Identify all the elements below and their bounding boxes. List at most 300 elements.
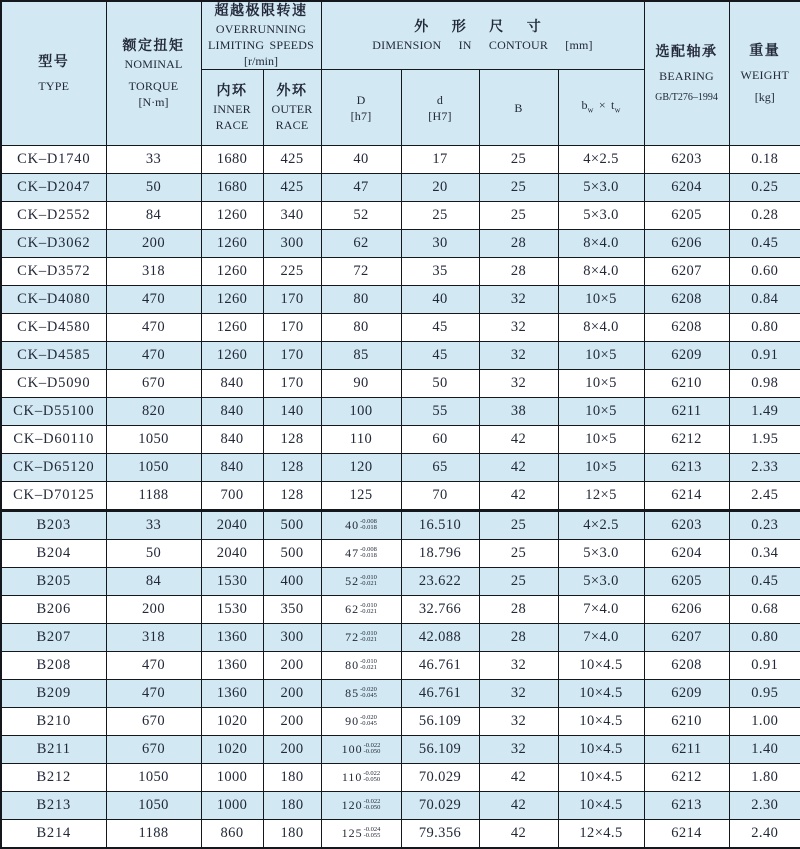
table-row — [1, 174, 800, 202]
cell-dim-B: 42 — [479, 482, 558, 511]
header-col-D-tolerance: [h7] — [350, 108, 372, 123]
header-col-B — [479, 70, 558, 146]
cell-dim-B: 25 — [479, 568, 558, 596]
cell-type: CK–D4080 — [1, 286, 106, 314]
cell-weight: 0.95 — [729, 680, 800, 708]
cell-dim-D: 80 — [321, 286, 401, 314]
cell-dim-B: 32 — [479, 370, 558, 398]
dim-D-value: 62 — [345, 602, 360, 616]
dim-D-tolerance: -0.010 -0.021 — [360, 629, 377, 644]
cell-nominal-torque: 50 — [106, 174, 201, 202]
cell-inner-race-speed: 1260 — [201, 286, 263, 314]
cell-dim-d: 55 — [401, 398, 479, 426]
header-dimension-group — [321, 1, 644, 70]
cell-bearing-no: 6207 — [644, 258, 729, 286]
cell-dim-B: 32 — [479, 342, 558, 370]
header-type-en: TYPE — [38, 79, 70, 93]
header-bearing-standard: GB/T276–1994 — [655, 91, 718, 103]
cell-inner-race-speed: 1360 — [201, 652, 263, 680]
cell-dim-d: 40 — [401, 286, 479, 314]
cell-inner-race-speed: 1260 — [201, 202, 263, 230]
cell-type: CK–D70125 — [1, 482, 106, 511]
table-row — [1, 342, 800, 370]
cell-nominal-torque: 470 — [106, 286, 201, 314]
keyway-times-sign: × — [598, 98, 606, 113]
header-col-d — [401, 70, 479, 146]
table-row — [1, 708, 800, 736]
cell-nominal-torque: 84 — [106, 202, 201, 230]
cell-bearing-no: 6214 — [644, 820, 729, 849]
cell-inner-race-speed: 1530 — [201, 596, 263, 624]
cell-weight: 0.80 — [729, 624, 800, 652]
cell-dim-d: 70.029 — [401, 764, 479, 792]
cell-weight: 1.80 — [729, 764, 800, 792]
table-row — [1, 511, 800, 540]
header-weight-en: WEIGHT — [740, 68, 790, 82]
cell-type: B213 — [1, 792, 106, 820]
table-header — [1, 1, 800, 146]
cell-outer-race-speed: 180 — [263, 764, 321, 792]
cell-type: B209 — [1, 680, 106, 708]
cell-bearing-no: 6204 — [644, 174, 729, 202]
cell-type: CK–D1740 — [1, 146, 106, 174]
cell-keyway-bxt: 10×5 — [558, 426, 644, 454]
dim-D-value: 40 — [345, 518, 360, 532]
cell-nominal-torque: 1188 — [106, 482, 201, 511]
header-weight — [729, 1, 800, 146]
table-row — [1, 314, 800, 342]
cell-dim-B: 38 — [479, 398, 558, 426]
cell-nominal-torque: 33 — [106, 146, 201, 174]
cell-nominal-torque: 1050 — [106, 454, 201, 482]
header-dimension-unit: [mm] — [565, 38, 593, 52]
cell-dim-d: 23.622 — [401, 568, 479, 596]
cell-type: CK–D3062 — [1, 230, 106, 258]
header-bearing-cn: 选配轴承 — [655, 44, 718, 60]
cell-dim-d: 32.766 — [401, 596, 479, 624]
cell-dim-B: 32 — [479, 286, 558, 314]
header-torque-unit: [N·m] — [138, 95, 169, 109]
cell-nominal-torque: 200 — [106, 230, 201, 258]
header-type-cn: 型号 — [38, 55, 70, 70]
header-speeds-en1: OVERRUNNING — [215, 22, 307, 36]
keyway-t-subscript: w — [614, 105, 621, 115]
cell-type: B207 — [1, 624, 106, 652]
cell-bearing-no: 6206 — [644, 596, 729, 624]
table-row — [1, 596, 800, 624]
dim-D-value: 110 — [341, 770, 363, 784]
cell-dim-B: 28 — [479, 624, 558, 652]
cell-nominal-torque: 670 — [106, 708, 201, 736]
cell-keyway-bxt: 10×4.5 — [558, 680, 644, 708]
cell-dim-D — [321, 792, 401, 820]
cell-nominal-torque: 318 — [106, 624, 201, 652]
cell-bearing-no: 6208 — [644, 286, 729, 314]
cell-dim-D — [321, 511, 401, 540]
cell-inner-race-speed: 1020 — [201, 736, 263, 764]
header-torque — [106, 1, 201, 146]
cell-outer-race-speed: 128 — [263, 454, 321, 482]
cell-weight: 0.84 — [729, 286, 800, 314]
cell-nominal-torque: 820 — [106, 398, 201, 426]
cell-keyway-bxt: 5×3.0 — [558, 202, 644, 230]
cell-type: CK–D3572 — [1, 258, 106, 286]
cell-bearing-no: 6214 — [644, 482, 729, 511]
dim-D-value: 90 — [345, 714, 360, 728]
cell-keyway-bxt: 10×4.5 — [558, 764, 644, 792]
cell-dim-d: 18.796 — [401, 540, 479, 568]
cell-type: CK–D55100 — [1, 398, 106, 426]
cell-weight: 2.30 — [729, 792, 800, 820]
dim-D-value: 52 — [345, 574, 360, 588]
cell-dim-d: 79.356 — [401, 820, 479, 849]
cell-dim-B: 42 — [479, 820, 558, 849]
cell-bearing-no: 6208 — [644, 652, 729, 680]
cell-inner-race-speed: 840 — [201, 454, 263, 482]
header-col-d-tolerance: [H7] — [428, 108, 452, 123]
table-row — [1, 736, 800, 764]
cell-dim-D — [321, 764, 401, 792]
cell-type: B210 — [1, 708, 106, 736]
cell-nominal-torque: 1050 — [106, 792, 201, 820]
cell-outer-race-speed: 425 — [263, 174, 321, 202]
dim-D-tolerance: -0.008 -0.018 — [360, 545, 377, 560]
header-speeds-en2: LIMITING SPEEDS — [208, 38, 314, 52]
cell-inner-race-speed: 1530 — [201, 568, 263, 596]
cell-bearing-no: 6211 — [644, 736, 729, 764]
cell-inner-race-speed: 700 — [201, 482, 263, 511]
table-row — [1, 398, 800, 426]
header-col-D — [321, 70, 401, 146]
cell-nominal-torque: 470 — [106, 652, 201, 680]
cell-weight: 0.25 — [729, 174, 800, 202]
cell-nominal-torque: 670 — [106, 370, 201, 398]
cell-nominal-torque: 1188 — [106, 820, 201, 849]
cell-dim-B: 28 — [479, 230, 558, 258]
cell-weight: 0.68 — [729, 596, 800, 624]
cell-dim-D — [321, 624, 401, 652]
cell-keyway-bxt: 8×4.0 — [558, 230, 644, 258]
cell-weight: 0.18 — [729, 146, 800, 174]
cell-inner-race-speed: 1260 — [201, 258, 263, 286]
dim-D-tolerance: -0.010 -0.021 — [360, 657, 377, 672]
cell-outer-race-speed: 425 — [263, 146, 321, 174]
cell-dim-B: 25 — [479, 174, 558, 202]
dim-D-tolerance: -0.022 -0.050 — [363, 769, 381, 784]
header-dimension-en: DIMENSION IN CONTOUR — [372, 38, 549, 52]
cell-nominal-torque: 470 — [106, 314, 201, 342]
cell-keyway-bxt: 10×4.5 — [558, 708, 644, 736]
cell-bearing-no: 6210 — [644, 370, 729, 398]
cell-bearing-no: 6212 — [644, 426, 729, 454]
table-row — [1, 792, 800, 820]
header-torque-en1: NOMINAL — [124, 57, 183, 71]
cell-outer-race-speed: 500 — [263, 540, 321, 568]
cell-weight: 1.00 — [729, 708, 800, 736]
cell-inner-race-speed: 1000 — [201, 792, 263, 820]
header-speeds-cn: 超越极限转速 — [214, 4, 308, 19]
header-speeds-unit: [r/min] — [244, 54, 278, 68]
cell-bearing-no: 6209 — [644, 342, 729, 370]
cell-outer-race-speed: 200 — [263, 652, 321, 680]
table-row — [1, 370, 800, 398]
dim-D-tolerance: -0.010 -0.021 — [360, 573, 377, 588]
header-col-D-symbol: D — [356, 92, 366, 107]
cell-dim-D — [321, 680, 401, 708]
cell-type: CK–D65120 — [1, 454, 106, 482]
header-col-d-symbol: d — [436, 92, 444, 107]
cell-keyway-bxt: 12×5 — [558, 482, 644, 511]
cell-outer-race-speed: 225 — [263, 258, 321, 286]
cell-dim-D: 52 — [321, 202, 401, 230]
cell-dim-D: 40 — [321, 146, 401, 174]
cell-keyway-bxt: 10×5 — [558, 342, 644, 370]
cell-inner-race-speed: 840 — [201, 370, 263, 398]
header-outer-race — [263, 70, 321, 146]
cell-dim-B: 32 — [479, 314, 558, 342]
header-torque-en2: TORQUE — [128, 79, 179, 93]
cell-bearing-no: 6204 — [644, 540, 729, 568]
cell-dim-D: 47 — [321, 174, 401, 202]
cell-dim-d: 20 — [401, 174, 479, 202]
cell-dim-B: 32 — [479, 708, 558, 736]
cell-dim-d: 30 — [401, 230, 479, 258]
cell-keyway-bxt: 10×5 — [558, 398, 644, 426]
table-row — [1, 568, 800, 596]
header-dimension-cn: 外 形 尺 寸 — [414, 20, 551, 35]
cell-weight: 2.40 — [729, 820, 800, 849]
cell-outer-race-speed: 180 — [263, 792, 321, 820]
header-outer-en1: OUTER — [271, 102, 313, 116]
cell-outer-race-speed: 170 — [263, 314, 321, 342]
cell-dim-D — [321, 820, 401, 849]
table-row — [1, 482, 800, 511]
cell-nominal-torque: 318 — [106, 258, 201, 286]
cell-bearing-no: 6213 — [644, 454, 729, 482]
cell-dim-d: 42.088 — [401, 624, 479, 652]
header-bearing-en: BEARING — [659, 68, 714, 83]
cell-dim-B: 28 — [479, 258, 558, 286]
header-inner-en1: INNER — [213, 102, 251, 116]
cell-bearing-no: 6207 — [644, 624, 729, 652]
cell-outer-race-speed: 200 — [263, 680, 321, 708]
keyway-b-subscript: w — [587, 105, 594, 115]
cell-dim-D — [321, 568, 401, 596]
cell-bearing-no: 6210 — [644, 708, 729, 736]
cell-dim-D — [321, 708, 401, 736]
table-row — [1, 652, 800, 680]
cell-inner-race-speed: 1360 — [201, 624, 263, 652]
dim-D-tolerance: -0.022 -0.050 — [363, 797, 381, 812]
cell-bearing-no: 6213 — [644, 792, 729, 820]
header-speeds-group — [201, 1, 321, 70]
cell-dim-d: 50 — [401, 370, 479, 398]
dim-D-tolerance: -0.024 -0.055 — [363, 825, 381, 840]
dim-D-value: 100 — [341, 742, 363, 756]
cell-weight: 0.45 — [729, 568, 800, 596]
cell-outer-race-speed: 128 — [263, 426, 321, 454]
cell-dim-d: 56.109 — [401, 708, 479, 736]
dim-D-value: 120 — [341, 798, 363, 812]
dim-D-tolerance: -0.010 -0.021 — [360, 601, 377, 616]
cell-nominal-torque: 470 — [106, 342, 201, 370]
cell-dim-B: 25 — [479, 540, 558, 568]
cell-dim-d: 17 — [401, 146, 479, 174]
cell-bearing-no: 6205 — [644, 568, 729, 596]
cell-type: CK–D5090 — [1, 370, 106, 398]
cell-inner-race-speed: 2040 — [201, 540, 263, 568]
dim-D-value: 80 — [345, 658, 360, 672]
cell-type: CK–D4580 — [1, 314, 106, 342]
dim-D-tolerance: -0.008 -0.018 — [360, 517, 377, 532]
cell-bearing-no: 6206 — [644, 230, 729, 258]
cell-outer-race-speed: 400 — [263, 568, 321, 596]
cell-inner-race-speed: 1680 — [201, 174, 263, 202]
header-type — [1, 1, 106, 146]
cell-dim-D — [321, 596, 401, 624]
dim-D-value: 72 — [345, 630, 360, 644]
cell-dim-B: 32 — [479, 680, 558, 708]
cell-keyway-bxt: 10×5 — [558, 454, 644, 482]
table-row — [1, 258, 800, 286]
header-outer-en2: RACE — [275, 118, 309, 132]
cell-bearing-no: 6208 — [644, 314, 729, 342]
table-row — [1, 230, 800, 258]
cell-inner-race-speed: 840 — [201, 398, 263, 426]
cell-keyway-bxt: 8×4.0 — [558, 258, 644, 286]
cell-outer-race-speed: 140 — [263, 398, 321, 426]
cell-dim-d: 65 — [401, 454, 479, 482]
cell-type: B205 — [1, 568, 106, 596]
cell-outer-race-speed: 340 — [263, 202, 321, 230]
header-inner-race — [201, 70, 263, 146]
cell-outer-race-speed: 200 — [263, 708, 321, 736]
cell-dim-D: 62 — [321, 230, 401, 258]
cell-weight: 0.23 — [729, 511, 800, 540]
table-row — [1, 764, 800, 792]
cell-nominal-torque: 33 — [106, 511, 201, 540]
cell-dim-B: 42 — [479, 426, 558, 454]
cell-outer-race-speed: 170 — [263, 342, 321, 370]
cell-dim-D — [321, 540, 401, 568]
cell-weight: 1.95 — [729, 426, 800, 454]
table-row — [1, 202, 800, 230]
cell-dim-B: 25 — [479, 202, 558, 230]
cell-outer-race-speed: 200 — [263, 736, 321, 764]
cell-keyway-bxt: 4×2.5 — [558, 146, 644, 174]
cell-inner-race-speed: 1260 — [201, 342, 263, 370]
cell-weight: 2.33 — [729, 454, 800, 482]
dim-D-tolerance: -0.022 -0.050 — [363, 741, 381, 756]
cell-inner-race-speed: 2040 — [201, 511, 263, 540]
cell-dim-d: 45 — [401, 314, 479, 342]
cell-keyway-bxt: 12×4.5 — [558, 820, 644, 849]
cell-dim-B: 25 — [479, 511, 558, 540]
cell-dim-B: 42 — [479, 454, 558, 482]
table-row — [1, 286, 800, 314]
cell-dim-B: 42 — [479, 792, 558, 820]
table-row — [1, 820, 800, 849]
cell-keyway-bxt: 5×3.0 — [558, 540, 644, 568]
cell-dim-d: 46.761 — [401, 652, 479, 680]
cell-weight: 1.40 — [729, 736, 800, 764]
cell-dim-D — [321, 652, 401, 680]
cell-outer-race-speed: 300 — [263, 230, 321, 258]
dim-D-tolerance: -0.020 -0.045 — [360, 713, 377, 728]
header-inner-cn: 内环 — [216, 84, 248, 99]
cell-keyway-bxt: 7×4.0 — [558, 624, 644, 652]
cell-keyway-bxt: 10×4.5 — [558, 736, 644, 764]
cell-outer-race-speed: 128 — [263, 482, 321, 511]
cell-inner-race-speed: 1680 — [201, 146, 263, 174]
cell-dim-d: 70 — [401, 482, 479, 511]
table-row — [1, 146, 800, 174]
cell-dim-B: 25 — [479, 146, 558, 174]
dim-D-tolerance: -0.020 -0.045 — [360, 685, 377, 700]
cell-inner-race-speed: 1260 — [201, 314, 263, 342]
cell-dim-B: 32 — [479, 736, 558, 764]
header-torque-cn: 额定扭矩 — [122, 39, 185, 54]
section-b — [1, 511, 800, 849]
cell-dim-D: 72 — [321, 258, 401, 286]
cell-dim-d: 46.761 — [401, 680, 479, 708]
cell-outer-race-speed: 350 — [263, 596, 321, 624]
table-row — [1, 540, 800, 568]
cell-inner-race-speed: 1360 — [201, 680, 263, 708]
cell-dim-d: 16.510 — [401, 511, 479, 540]
cell-keyway-bxt: 10×4.5 — [558, 652, 644, 680]
header-inner-en2: RACE — [215, 118, 249, 132]
cell-type: B204 — [1, 540, 106, 568]
cell-dim-d: 56.109 — [401, 736, 479, 764]
cell-dim-B: 28 — [479, 596, 558, 624]
cell-keyway-bxt: 5×3.0 — [558, 174, 644, 202]
cell-nominal-torque: 1050 — [106, 426, 201, 454]
cell-weight: 0.45 — [729, 230, 800, 258]
dim-D-value: 47 — [345, 546, 360, 560]
cell-keyway-bxt: 10×4.5 — [558, 792, 644, 820]
table-row — [1, 454, 800, 482]
cell-dim-D: 110 — [321, 426, 401, 454]
cell-nominal-torque: 50 — [106, 540, 201, 568]
cell-weight: 1.49 — [729, 398, 800, 426]
table-row — [1, 426, 800, 454]
header-col-B-symbol: B — [514, 100, 523, 115]
cell-dim-d: 35 — [401, 258, 479, 286]
header-outer-cn: 外环 — [276, 84, 308, 99]
cell-bearing-no: 6211 — [644, 398, 729, 426]
cell-outer-race-speed: 300 — [263, 624, 321, 652]
cell-nominal-torque: 84 — [106, 568, 201, 596]
cell-type: B206 — [1, 596, 106, 624]
cell-bearing-no: 6203 — [644, 146, 729, 174]
cell-inner-race-speed: 860 — [201, 820, 263, 849]
cell-outer-race-speed: 180 — [263, 820, 321, 849]
cell-dim-B: 42 — [479, 764, 558, 792]
cell-dim-d: 70.029 — [401, 792, 479, 820]
cell-bearing-no: 6203 — [644, 511, 729, 540]
dim-D-value: 125 — [341, 826, 363, 840]
cell-inner-race-speed: 1020 — [201, 708, 263, 736]
cell-weight: 2.45 — [729, 482, 800, 511]
cell-dim-D: 90 — [321, 370, 401, 398]
cell-weight: 0.91 — [729, 652, 800, 680]
cell-keyway-bxt: 10×5 — [558, 286, 644, 314]
cell-type: CK–D2047 — [1, 174, 106, 202]
cell-dim-d: 25 — [401, 202, 479, 230]
cell-nominal-torque: 670 — [106, 736, 201, 764]
table-row — [1, 624, 800, 652]
